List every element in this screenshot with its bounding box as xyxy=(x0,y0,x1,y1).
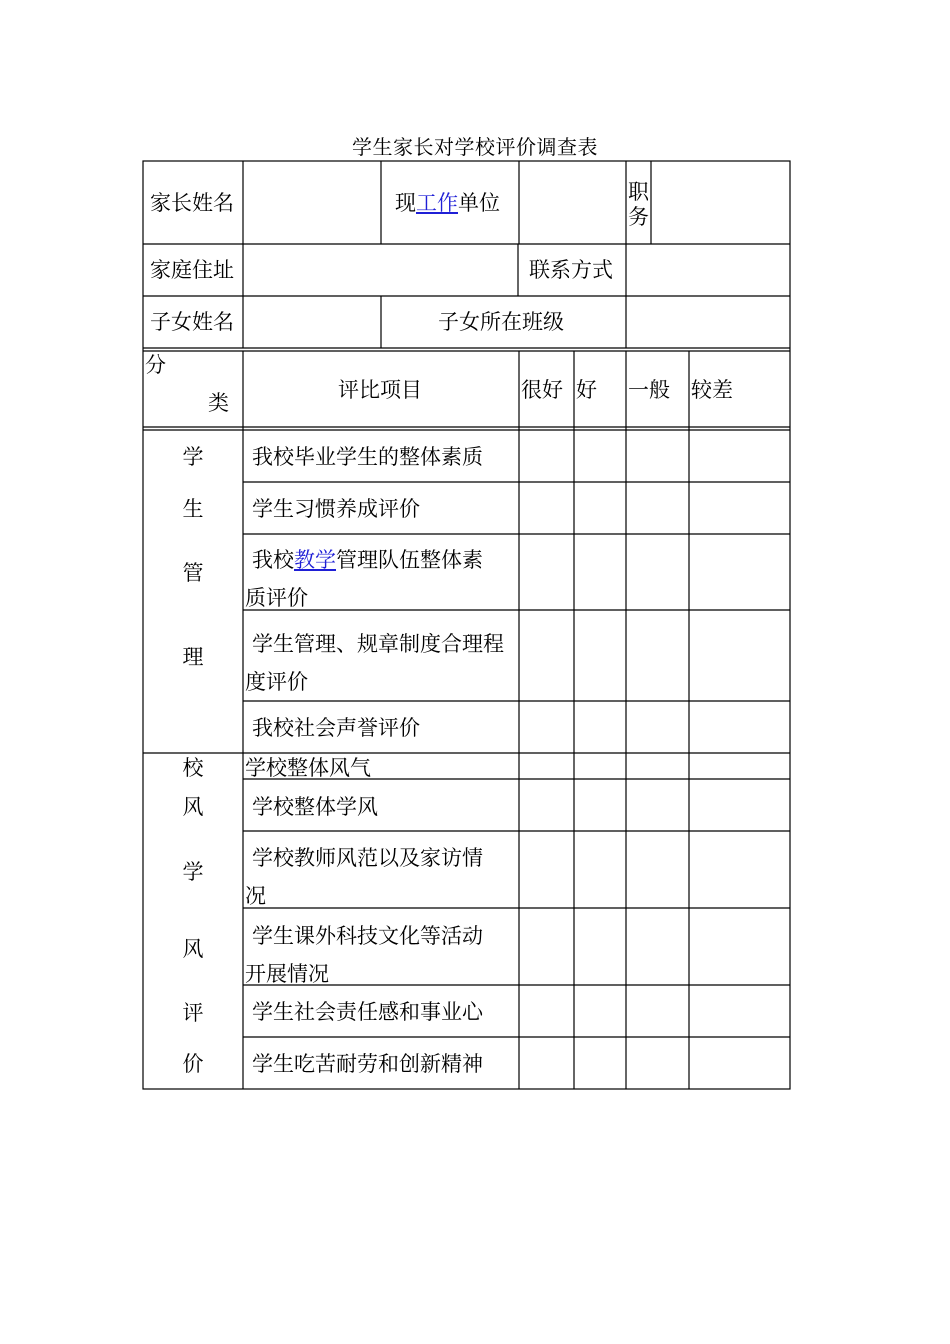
section2-char: 学 xyxy=(182,860,204,884)
item-school-atmosphere: 学校整体风气 xyxy=(245,756,371,780)
contact-label: 联系方式 xyxy=(529,258,613,282)
child-class-label: 子女所在班级 xyxy=(438,310,564,334)
item-activities-line1: 学生课外科技文化等活动 xyxy=(252,924,483,948)
category-header-char2: 类 xyxy=(208,391,229,415)
item-teaching-rest: 管理队伍整体素 xyxy=(336,548,483,572)
item-social-reputation: 我校社会声誉评价 xyxy=(252,716,420,740)
page-title: 学生家长对学校评价调查表 xyxy=(352,135,598,159)
category-header-char1: 分 xyxy=(145,353,166,377)
very-good-header: 很好 xyxy=(521,378,563,402)
item-student-mgmt-line2: 度评价 xyxy=(245,670,308,694)
item-habit-formation: 学生习惯养成评价 xyxy=(252,497,420,521)
position-label-char1: 职 xyxy=(628,180,649,204)
position-label-char2: 务 xyxy=(628,205,649,229)
work-unit-prefix: 现 xyxy=(395,191,416,215)
item-graduate-quality: 我校毕业学生的整体素质 xyxy=(252,445,483,469)
work-unit-label xyxy=(395,191,500,215)
item-study-atmosphere: 学校整体学风 xyxy=(252,795,378,819)
child-name-label: 子女姓名 xyxy=(150,310,234,334)
work-unit-suffix: 单位 xyxy=(458,191,500,215)
item-teaching-prefix: 我校 xyxy=(252,548,294,572)
section2-char: 校 xyxy=(182,756,204,780)
teaching-link[interactable]: 教学 xyxy=(294,548,336,572)
good-header: 好 xyxy=(576,378,597,402)
poor-header: 较差 xyxy=(691,378,733,402)
parent-name-label: 家长姓名 xyxy=(150,191,234,215)
item-teacher-style-line1: 学校教师风范以及家访情 xyxy=(252,846,483,870)
section1-char: 学 xyxy=(182,445,204,469)
section2-char: 价 xyxy=(182,1052,204,1076)
section2-char: 风 xyxy=(182,795,204,819)
item-teaching-mgmt-line1 xyxy=(252,548,483,572)
item-responsibility: 学生社会责任感和事业心 xyxy=(252,1000,483,1024)
item-teaching-mgmt-line2: 质评价 xyxy=(245,586,308,610)
section2-char: 风 xyxy=(182,937,204,961)
average-header: 一般 xyxy=(628,378,670,402)
item-hardwork-innovation: 学生吃苦耐劳和创新精神 xyxy=(252,1052,483,1076)
item-header: 评比项目 xyxy=(338,378,422,402)
section1-char: 生 xyxy=(182,497,204,521)
work-link[interactable]: 工作 xyxy=(416,191,458,215)
item-teacher-style-line2: 况 xyxy=(245,884,266,908)
section1-char: 管 xyxy=(182,561,204,585)
section2-char: 评 xyxy=(182,1001,204,1025)
section1-char: 理 xyxy=(182,645,204,669)
item-student-mgmt-line1: 学生管理、规章制度合理程 xyxy=(252,632,504,656)
item-activities-line2: 开展情况 xyxy=(245,962,329,986)
address-label: 家庭住址 xyxy=(150,258,234,282)
